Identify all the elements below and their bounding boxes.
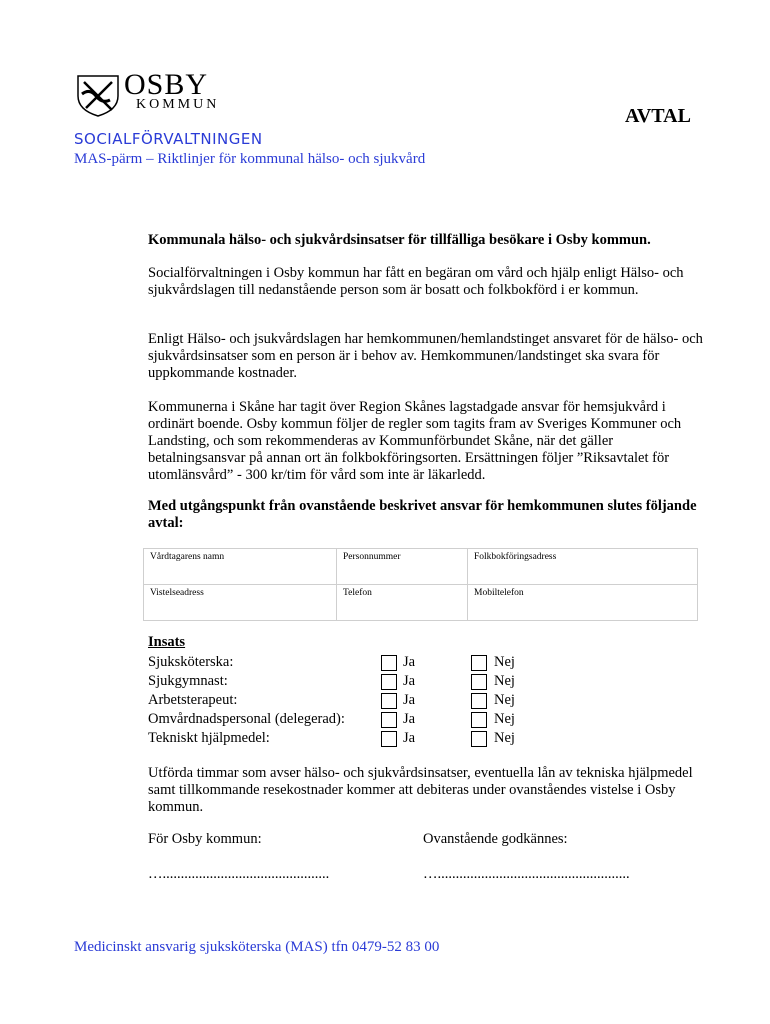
nej-label: Nej [494,730,515,746]
footer-contact: Medicinskt ansvarig sjuksköterska (MAS) tfn 0479-52 83 00 [74,939,440,955]
document-heading: Kommunala hälso- och sjukvårdsinsatser för tillfälliga besökare i Osby kommun. [148,232,651,248]
osby-logo-emblem [74,70,122,118]
paragraph-request: Socialförvaltningen i Osby kommun har fått en begäran om vård och hjälp enligt Hälso- och sjukvårdslagen till nedanstående person som är bosatt och folkbokförd i er kommun. [148,265,684,298]
insats-row [148,729,548,748]
paragraph-billing: Utförda timmar som avser hälso- och sjukvårdsinsatser, eventuella lån av tekniska hjälpmedel samt tillkommande resekostnader kommer att debiteras under ovanståendes vistelse i Osby kommun. [148,765,693,815]
insats-label: Sjukgymnast: [148,673,228,689]
insats-row [148,672,548,691]
insats-row [148,691,548,710]
document-type: AVTAL [625,105,691,127]
table-row [144,585,698,621]
nej-checkbox[interactable] [471,655,487,671]
ja-label: Ja [403,673,416,689]
ja-label: Ja [403,692,416,708]
paragraph-region: Kommunerna i Skåne har tagit över Region Skånes lagstadgade ansvar för hemsjukvård i ordinärt boende. Osby kommun följer de regler som tagits fram av Sveriges Kommuner och Landsting, och som rekommenderas av Kommunförbundet Skåne, när det gäller betalningsansvar på annan ort än folkbokföringsorten. Ersättningen följer ”Riksavtalet för utomlänsvård” - 300 kr/tim för vård som inte är läkarledd. [148,399,682,483]
signature-label-osby: För Osby kommun: [148,831,262,847]
logo-name: OSBY [124,68,209,101]
nej-checkbox[interactable] [471,674,487,690]
patient-info-table [143,548,698,621]
nej-label: Nej [494,673,515,689]
ja-label: Ja [403,730,416,746]
mobile-field[interactable]: Mobiltelefon [468,585,698,621]
nej-label: Nej [494,692,515,708]
paragraph-responsibility: Enligt Hälso- och jsukvårdslagen har hemkommunen/hemlandstinget ansvaret för de hälso- och sjukvårdsinsatser som en person är i behov av. Hemkommunen/landstinget ska svara för uppkommande kostnader. [148,331,703,381]
insats-label: Sjuksköterska: [148,654,234,670]
agreement-intro: Med utgångspunkt från ovanstående beskrivet ansvar för hemkommunen slutes följande avtal: [148,498,697,531]
ja-label: Ja [403,654,416,670]
ja-checkbox[interactable] [381,693,397,709]
binder-title: MAS-pärm – Riktlinjer för kommunal hälso- och sjukvård [74,151,426,167]
insats-label: Arbetsterapeut: [148,692,238,708]
phone-field[interactable]: Telefon [337,585,468,621]
signature-line-approval[interactable]: …..................................................... [423,866,630,882]
nej-label: Nej [494,654,515,670]
ja-label: Ja [403,711,416,727]
insats-row [148,653,548,672]
insats-label: Omvårdnadspersonal (delegerad): [148,711,345,727]
insats-title: Insats [148,634,186,650]
department-name: SOCIALFÖRVALTNINGEN [74,130,263,148]
logo-subtitle: KOMMUN [136,97,220,112]
nej-checkbox[interactable] [471,712,487,728]
nej-checkbox[interactable] [471,731,487,747]
signature-line-osby[interactable]: ….............................................. [148,866,330,882]
insats-row [148,710,548,729]
personal-number-field[interactable]: Personnummer [337,549,468,585]
insats-label: Tekniskt hjälpmedel: [148,730,270,746]
ja-checkbox[interactable] [381,674,397,690]
ja-checkbox[interactable] [381,655,397,671]
ja-checkbox[interactable] [381,712,397,728]
patient-name-field[interactable]: Vårdtagarens namn [144,549,337,585]
nej-label: Nej [494,711,515,727]
stay-address-field[interactable]: Vistelseadress [144,585,337,621]
nej-checkbox[interactable] [471,693,487,709]
ja-checkbox[interactable] [381,731,397,747]
registered-address-field[interactable]: Folkbokföringsadress [468,549,698,585]
table-row [144,549,698,585]
signature-label-approval: Ovanstående godkännes: [423,831,568,847]
